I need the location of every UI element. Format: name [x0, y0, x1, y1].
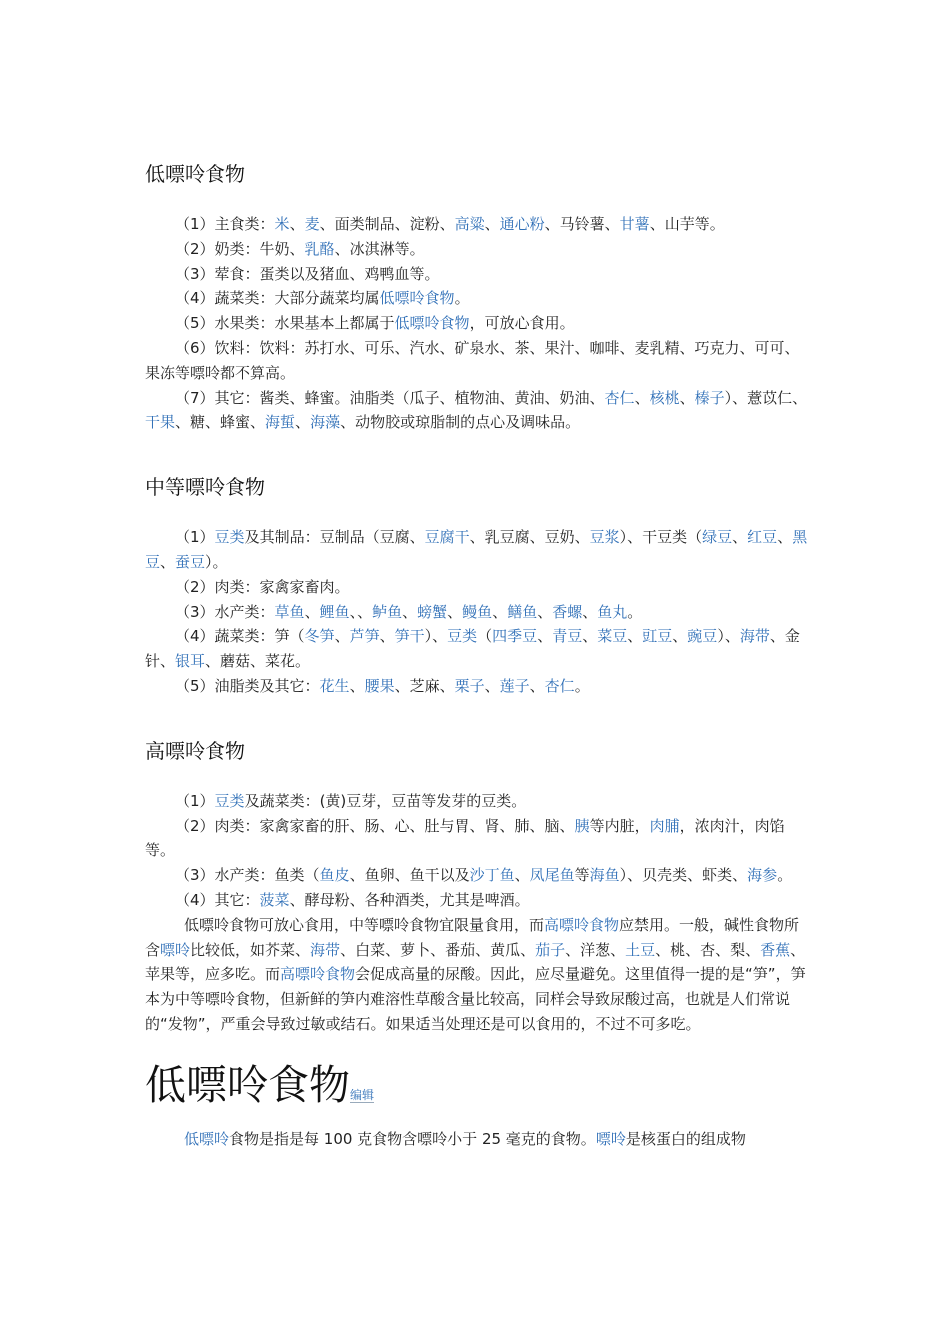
text-run: 、桃、杏、梨、 — [655, 940, 761, 959]
text-run: 、蘑菇、菜花。 — [205, 652, 311, 671]
food-link[interactable]: 香螺 — [552, 602, 583, 621]
food-link[interactable]: 鱼皮 — [319, 866, 350, 885]
text-run: 应禁用。一般，碱性食物所含 — [145, 915, 800, 959]
section-title: 中等嘌呤食物 — [145, 475, 265, 500]
text-run: 。 — [454, 289, 470, 308]
text-run: 、 — [514, 866, 530, 885]
text-run: 、山芋等。 — [649, 215, 725, 233]
list-item — [145, 863, 810, 888]
text-run: 、 — [334, 627, 350, 646]
food-link[interactable]: 嘌呤 — [595, 1129, 626, 1148]
food-link[interactable]: 乳酪 — [304, 239, 335, 258]
text-run: 、芝麻、 — [394, 676, 455, 695]
food-link[interactable]: 麦 — [304, 215, 320, 233]
text-run: （5）油脂类及其它： — [175, 676, 320, 695]
text-run: 、 — [484, 215, 500, 233]
text-run: （3）水产类：鱼类（ — [175, 866, 320, 885]
food-link[interactable]: 豆类 — [214, 528, 245, 547]
text-run: 、马铃薯、 — [544, 215, 620, 233]
text-run: 低嘌呤食物可放心食用，中等嘌呤食物宜限量食用，而 — [184, 915, 545, 934]
food-link[interactable]: 冬笋 — [304, 627, 335, 646]
text-run: （2）肉类：家禽家畜的肝、肠、心、肚与胃、肾、肺、脑、 — [175, 816, 575, 835]
text-run: 、 — [732, 528, 748, 547]
text-run: 、、 — [349, 602, 373, 621]
food-link[interactable]: 螃蟹 — [417, 602, 448, 621]
text-run: 、鱼卵、鱼干以及 — [349, 866, 470, 885]
text-run: 、 — [582, 602, 598, 621]
food-link[interactable]: 豆类 — [214, 791, 245, 810]
text-run: 及蔬菜类：(黄)豆芽，豆苗等发芽的豆类。 — [244, 791, 527, 810]
text-run: （ — [477, 627, 493, 646]
food-link[interactable]: 青豆 — [552, 627, 583, 646]
food-link[interactable]: 花生 — [319, 676, 350, 695]
text-run: 、 — [379, 627, 395, 646]
list-item — [145, 814, 810, 864]
edit-link[interactable]: 编辑 — [350, 1087, 375, 1102]
summary-paragraph — [145, 913, 810, 1037]
item-list — [145, 525, 810, 699]
food-link[interactable]: 黑豆 — [145, 528, 808, 571]
text-run: 、 — [672, 627, 688, 646]
food-link[interactable]: 鳝鱼 — [507, 602, 538, 621]
food-link[interactable]: 肉脯 — [649, 816, 680, 835]
text-run: 、白菜、萝卜、番茄、黄瓜、 — [340, 940, 536, 959]
food-link[interactable]: 高粱 — [454, 215, 485, 233]
text-run: 、 — [349, 676, 365, 695]
text-run: （2）肉类：家禽家畜肉。 — [175, 577, 350, 596]
list-item — [145, 575, 810, 600]
food-link[interactable]: 菜豆 — [597, 627, 628, 646]
food-link[interactable]: 鲈鱼 — [372, 602, 403, 621]
list-item — [145, 212, 810, 237]
food-link[interactable]: 嘌呤 — [160, 940, 191, 959]
text-run: （3）荤食：蛋类以及猪血、鸡鸭血等。 — [175, 264, 440, 283]
text-run: 、 — [304, 602, 320, 621]
food-link[interactable]: 四季豆 — [492, 627, 538, 646]
text-run: 、 — [582, 627, 598, 646]
food-link[interactable]: 通心粉 — [499, 215, 545, 233]
food-link[interactable]: 草鱼 — [274, 602, 305, 621]
text-run: ，浓肉汁，肉馅等。 — [145, 816, 785, 860]
text-run: 等内脏， — [589, 816, 650, 835]
text-run: 、 — [447, 602, 463, 621]
food-link[interactable]: 莲子 — [499, 676, 530, 695]
food-link[interactable]: 核桃 — [649, 388, 680, 407]
food-link[interactable]: 豆类 — [447, 627, 478, 646]
text-run: 、苹果等，应多吃。而 — [145, 940, 806, 984]
list-item — [145, 262, 810, 287]
section-high-purine — [145, 737, 810, 1037]
text-run: （7）其它：酱类、蜂蜜。油脂类（瓜子、植物油、黄油、奶油、 — [175, 388, 605, 407]
food-link[interactable]: 胰 — [574, 816, 590, 835]
food-link[interactable]: 豌豆 — [687, 627, 718, 646]
text-run: （1） — [175, 791, 215, 810]
text-run: （6）饮料：饮料：苏打水、可乐、汽水、矿泉水、茶、果汁、咖啡、麦乳精、巧克力、可可、果冻等嘌呤都不算高。 — [145, 338, 800, 382]
text-run: 、 — [537, 627, 553, 646]
text-run: 。 — [574, 676, 590, 695]
text-run: 、 — [679, 388, 695, 407]
text-run: 、 — [160, 552, 176, 571]
text-run: 、糖、蜂蜜、 — [175, 413, 266, 432]
list-item — [145, 286, 810, 311]
text-run: 。 — [777, 866, 793, 885]
list-item — [145, 789, 810, 814]
food-link[interactable]: 杏仁 — [604, 388, 635, 407]
document-page — [145, 0, 810, 1152]
food-link[interactable]: 凤尾鱼 — [529, 866, 575, 885]
food-link[interactable]: 高嘌呤食物 — [544, 915, 620, 934]
food-link[interactable]: 沙丁鱼 — [469, 866, 515, 885]
food-link[interactable]: 鳗鱼 — [462, 602, 493, 621]
food-link[interactable]: 海带 — [310, 940, 341, 959]
food-link[interactable]: 海鱼 — [589, 866, 620, 885]
text-run: 会促成高量的尿酸。因此，应尽量避免。这里值得一提的是“笋”，笋本为中等嘌呤食物，但新鲜的笋内难溶性草酸含量比较高，同样会导致尿酸过高，也就是人们常说的“发物”，严重会导致过敏或结石。如果适当处理还是可以食用的，不过不可多吃。 — [145, 965, 806, 1033]
text-run: ）。 — [205, 552, 228, 571]
food-link[interactable]: 杏仁 — [544, 676, 575, 695]
text-run: 、冰淇淋等。 — [334, 239, 425, 258]
food-link[interactable]: 低嘌呤 — [184, 1129, 230, 1148]
food-link[interactable]: 茄子 — [535, 940, 566, 959]
text-run: 、 — [627, 627, 643, 646]
text-run: 及其制品：豆制品（豆腐、 — [244, 528, 425, 547]
food-link[interactable]: 绿豆 — [702, 528, 733, 547]
big-heading-text: 低嘌呤食物 — [145, 1060, 350, 1109]
food-link[interactable]: 海参 — [747, 866, 778, 885]
text-run: 、金针、 — [145, 627, 800, 671]
food-link[interactable]: 干果 — [145, 413, 176, 432]
text-run: 。 — [627, 602, 643, 621]
list-item — [145, 600, 810, 625]
list-item — [145, 386, 810, 436]
food-link[interactable]: 笋干 — [394, 627, 425, 646]
food-link[interactable]: 菠菜 — [259, 890, 290, 909]
text-run: （5）水果类：水果基本上都属于 — [175, 314, 395, 333]
text-run: ）、 — [717, 627, 740, 646]
list-item — [145, 674, 810, 699]
food-link[interactable]: 银耳 — [175, 652, 206, 671]
text-run: 、洋葱、 — [565, 940, 626, 959]
text-run: 食物是指是每 100 克食物含嘌呤小于 25 毫克的食物。 — [229, 1129, 596, 1148]
item-list — [145, 212, 810, 435]
text-run: 、 — [484, 676, 500, 695]
text-run: （1）主食类： — [175, 215, 275, 233]
food-link[interactable]: 低嘌呤食物 — [379, 289, 455, 308]
food-link[interactable]: 豆腐干 — [424, 528, 470, 547]
text-run: （3）水产类： — [175, 602, 275, 621]
food-link[interactable]: 芦笋 — [349, 627, 380, 646]
food-link[interactable]: 榛子 — [694, 388, 725, 407]
food-link[interactable]: 米 — [274, 215, 290, 233]
text-run: （4）蔬菜类：笋（ — [175, 627, 305, 646]
list-item — [145, 888, 810, 913]
item-list — [145, 789, 810, 913]
section-low-purine — [145, 160, 810, 435]
section-title: 高嘌呤食物 — [145, 738, 245, 763]
text-run: 、面类制品、淀粉、 — [319, 215, 455, 233]
food-link[interactable]: 香蕉 — [760, 940, 791, 959]
food-link[interactable]: 栗子 — [454, 676, 485, 695]
list-item — [145, 237, 810, 262]
list-item — [145, 525, 810, 575]
food-link[interactable]: 蚕豆 — [175, 552, 206, 571]
text-run: 、酵母粉、各种酒类，尤其是啤酒。 — [289, 890, 530, 909]
text-run: 、 — [492, 602, 508, 621]
food-link[interactable]: 土豆 — [625, 940, 656, 959]
food-link[interactable]: 鲤鱼 — [319, 602, 350, 621]
list-item — [145, 336, 810, 386]
food-link[interactable]: 海带 — [739, 627, 770, 646]
definition-paragraph — [145, 1127, 810, 1152]
text-run: 、 — [295, 413, 311, 432]
list-item — [145, 311, 810, 336]
food-link[interactable]: 鱼丸 — [597, 602, 628, 621]
text-run: （2）奶类：牛奶、 — [175, 239, 305, 258]
list-item — [145, 624, 810, 674]
text-run: 是核蛋白的组成物 — [625, 1129, 746, 1148]
section-title: 低嘌呤食物 — [145, 162, 245, 186]
text-run: 等 — [574, 866, 590, 885]
text-run: （4）其它： — [175, 890, 260, 909]
text-run: （1） — [175, 528, 215, 547]
food-link[interactable]: 低嘌呤食物 — [394, 314, 470, 333]
section-medium-purine — [145, 473, 810, 699]
text-run: ）、薏苡仁、 — [724, 388, 808, 407]
text-run: 、 — [529, 676, 545, 695]
text-run: ）、干豆类（ — [619, 528, 703, 547]
text-run: （4）蔬菜类：大部分蔬菜均属 — [175, 289, 380, 308]
food-link[interactable]: 腰果 — [364, 676, 395, 695]
food-link[interactable]: 甘薯 — [619, 215, 650, 233]
food-link[interactable]: 海藻 — [310, 413, 341, 432]
text-run: 、 — [402, 602, 418, 621]
food-link[interactable]: 红豆 — [747, 528, 778, 547]
text-run: ）、贝壳类、虾类、 — [619, 866, 748, 885]
text-run: 、 — [777, 528, 793, 547]
food-link[interactable]: 豆浆 — [589, 528, 620, 547]
text-run: 、乳豆腐、豆奶、 — [469, 528, 590, 547]
food-link[interactable]: 海蜇 — [265, 413, 296, 432]
food-link[interactable]: 豇豆 — [642, 627, 673, 646]
text-run: 比较低，如芥菜、 — [190, 940, 311, 959]
food-link[interactable]: 高嘌呤食物 — [280, 965, 356, 984]
text-run: 、 — [289, 215, 305, 233]
text-run: 、 — [634, 388, 650, 407]
text-run: ，可放心食用。 — [469, 314, 575, 333]
text-run: 、动物胶或琼脂制的点心及调味品。 — [340, 413, 581, 432]
text-run: 、 — [537, 602, 553, 621]
text-run: ）、 — [424, 627, 448, 646]
big-heading — [145, 1061, 810, 1119]
